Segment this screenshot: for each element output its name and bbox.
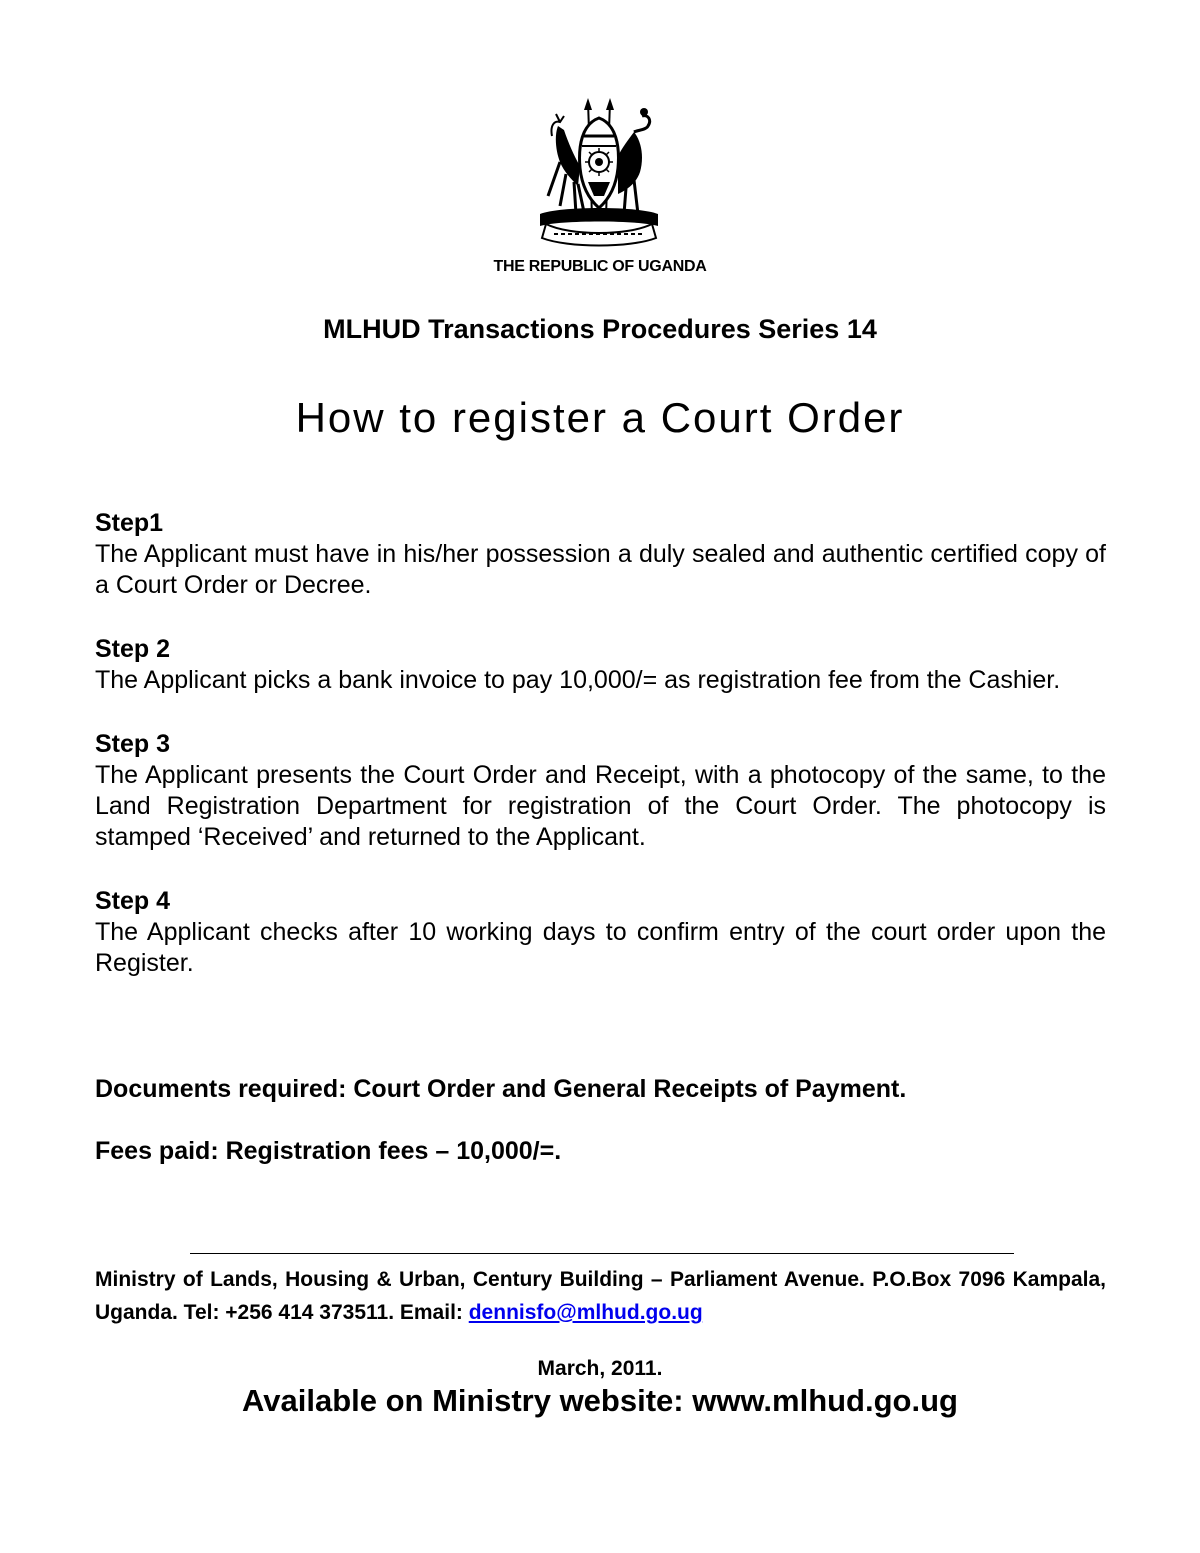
step-block (95, 634, 1106, 696)
republic-heading: THE REPUBLIC OF UGANDA (493, 258, 707, 275)
step-block (95, 729, 1106, 853)
step-text: The Applicant checks after 10 working days to confirm entry of the court order upon the Register. (95, 918, 1106, 977)
footer-divider (190, 1253, 1014, 1254)
steps-section (95, 508, 1106, 1012)
step-heading: Step 4 (95, 887, 171, 915)
footer-address (95, 1263, 1106, 1329)
email-link[interactable]: dennisfo@mlhud.go.ug (468, 1301, 703, 1324)
documents-required: Documents required: Court Order and General Receipts of Payment. (95, 1075, 907, 1103)
page-title: How to register a Court Order (295, 394, 905, 441)
website-notice: Available on Ministry website: www.mlhud.go.ug (242, 1383, 958, 1418)
step-heading: Step1 (95, 509, 164, 537)
step-block (95, 886, 1106, 979)
step-heading: Step 2 (95, 635, 171, 663)
step-text: The Applicant picks a bank invoice to pay 10,000/= as registration fee from the Cashier. (95, 666, 1061, 694)
step-text: The Applicant presents the Court Order and Receipt, with a photocopy of the same, to the Land Registration Department for registration of the Court Order. The photocopy is stamped ‘Received’ and returned to the Applicant. (95, 761, 1106, 851)
ministry-address: Ministry of Lands, Housing & Urban, Century Building – Parliament Avenue. P.O.Box 7096 Kampala, Uganda. Tel: +256 414 373511. Email: (95, 1268, 1106, 1324)
publication-date: March, 2011. (537, 1357, 663, 1380)
fees-paid: Fees paid: Registration fees – 10,000/=. (95, 1137, 562, 1165)
step-heading: Step 3 (95, 730, 171, 758)
uganda-coat-of-arms-emblem (530, 96, 668, 248)
step-block (95, 508, 1106, 601)
series-heading: MLHUD Transactions Procedures Series 14 (323, 314, 877, 344)
step-text: The Applicant must have in his/her possession a duly sealed and authentic certified copy of a Court Order or Decree. (95, 540, 1106, 599)
